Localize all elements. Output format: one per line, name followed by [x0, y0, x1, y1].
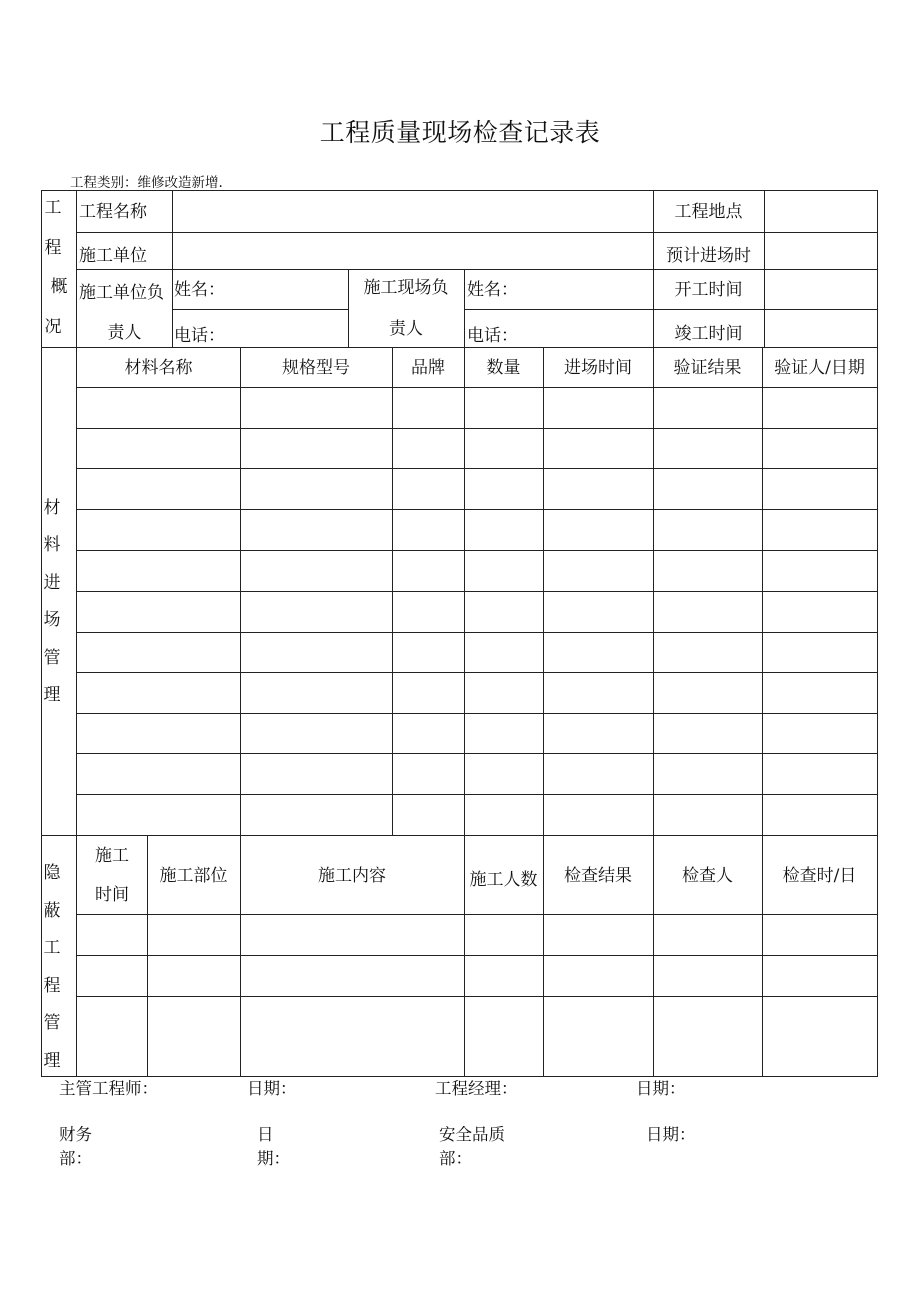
col-header-quantity: 数量 [486, 358, 521, 378]
hidden-works-label-char: 程 [43, 976, 61, 996]
contractor-lead-phone-label[interactable]: 电话： [174, 326, 225, 346]
page-title: 工程质量现场检查记录表 [319, 118, 601, 147]
project-name-label: 工程名称 [79, 202, 147, 222]
materials-label-char: 理 [43, 685, 61, 705]
contractor-lead-label: 责人 [107, 323, 142, 343]
col-header-inspection-result: 检查结果 [564, 866, 632, 886]
safety-quality-dept-signature[interactable]: 安全品质 [439, 1125, 505, 1144]
project-category-line: 工程类别：维修改造新增. [70, 175, 223, 191]
col-header-inspector: 检查人 [682, 866, 733, 886]
materials-label-char: 进 [43, 573, 61, 593]
contractor-label: 施工单位 [79, 246, 147, 266]
contractor-lead-label: 施工单位负 [79, 283, 164, 303]
site-lead-name-label[interactable]: 姓名： [467, 280, 518, 300]
materials-label-char: 场 [43, 610, 61, 630]
materials-table-body[interactable] [77, 388, 877, 835]
project-location-field[interactable] [765, 191, 877, 232]
contractor-lead-name-label[interactable]: 姓名： [174, 280, 225, 300]
finish-time-field[interactable] [765, 310, 877, 347]
expected-entry-field[interactable] [765, 233, 877, 269]
col-header-construction-time: 施工 [95, 846, 129, 866]
expected-entry-label: 预计进场时 [666, 246, 751, 266]
overview-label-char: 况 [44, 317, 62, 337]
safety-quality-dept-date[interactable]: 日期： [646, 1125, 696, 1144]
col-header-construction-part: 施工部位 [159, 866, 228, 886]
col-header-brand: 品牌 [411, 358, 445, 378]
materials-label-char: 材 [43, 498, 61, 518]
start-time-label: 开工时间 [674, 280, 743, 300]
finance-dept-date[interactable]: 日 [257, 1125, 274, 1144]
overview-label-char: 工 [44, 198, 62, 218]
col-header-construction-content: 施工内容 [318, 866, 386, 886]
contractor-field[interactable] [173, 233, 653, 269]
hidden-works-label-char: 工 [43, 938, 61, 958]
col-header-construction-time: 时间 [95, 885, 129, 905]
project-manager-signature[interactable]: 工程经理： [435, 1079, 518, 1098]
hidden-works-label-char: 隐 [43, 863, 61, 883]
finance-dept-date[interactable]: 期： [257, 1149, 290, 1168]
col-header-entry-time: 进场时间 [564, 358, 632, 378]
col-header-worker-count: 施工人数 [469, 870, 538, 890]
hidden-works-label-char: 理 [43, 1051, 61, 1071]
project-name-field[interactable] [173, 191, 653, 232]
col-header-verifier-date: 验证人/日期 [774, 358, 865, 378]
site-lead-phone-label[interactable]: 电话： [467, 326, 518, 346]
finance-dept-signature[interactable]: 部： [59, 1149, 92, 1168]
site-lead-label: 施工现场负 [363, 278, 449, 298]
finish-time-label: 竣工时间 [674, 324, 743, 344]
start-time-field[interactable] [765, 270, 877, 309]
materials-label-char: 管 [43, 648, 61, 668]
site-lead-label: 责人 [389, 319, 423, 339]
hidden-works-label-char: 蔽 [43, 901, 61, 921]
col-header-material-name: 材料名称 [124, 358, 193, 378]
chief-engineer-date[interactable]: 日期： [247, 1079, 297, 1098]
project-location-label: 工程地点 [674, 202, 743, 222]
col-header-verification-result: 验证结果 [673, 358, 742, 378]
chief-engineer-signature[interactable]: 主管工程师： [59, 1079, 158, 1098]
project-manager-date[interactable]: 日期： [636, 1079, 686, 1098]
finance-dept-signature[interactable]: 财务 [59, 1125, 92, 1144]
overview-label-char: 程 [44, 238, 62, 258]
safety-quality-dept-signature[interactable]: 部： [439, 1149, 472, 1168]
col-header-inspection-date: 检查时/日 [782, 866, 857, 886]
overview-label-char: 概 [50, 277, 68, 297]
materials-label-char: 料 [43, 535, 61, 555]
col-header-spec-model: 规格型号 [282, 358, 350, 378]
hidden-works-label-char: 管 [43, 1013, 61, 1033]
hidden-works-table-body[interactable] [77, 915, 877, 1076]
